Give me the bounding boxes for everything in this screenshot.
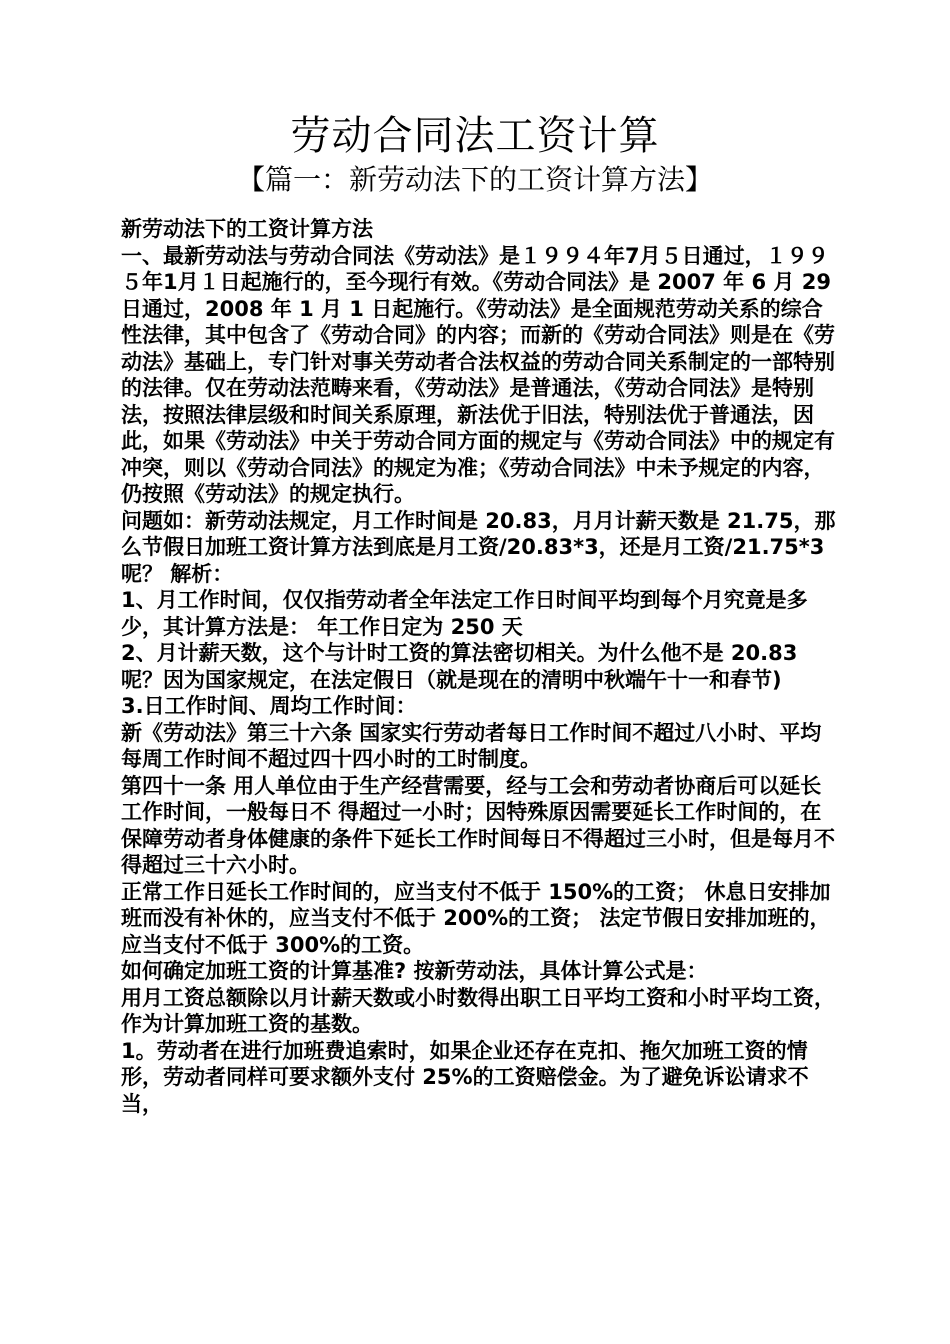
section-heading: 新劳动法下的工资计算方法 [121, 217, 373, 241]
paragraph: 新《劳动法》第三十六条 国家实行劳动者每日工作时间不超过八小时、平均每周工作时间不超过四十四小时的工时制度。 [121, 720, 822, 771]
paragraph: 如何确定加班工资的计算基准? 按新劳动法，具体计算公式是： [121, 959, 708, 983]
document-title: 劳动合同法工资计算 [290, 113, 660, 159]
document-subtitle: 【篇一：新劳动法下的工资计算方法】 [236, 163, 713, 196]
paragraph: 正常工作日延长工作时间的，应当支付不低于 150%的工资； 休息日安排加班而没有补休的，应当支付不低于 200%的工资； 法定节假日安排加班的，应当支付不低于 300%的工资。 [121, 879, 831, 957]
document-body [116, 216, 836, 1117]
paragraph: 1、月工作时间，仅仅指劳动者全年法定工作日时间平均到每个月究竟是多少，其计算方法是： 年工作日定为 250 天 [121, 588, 808, 639]
paragraph: 2、月计薪天数，这个与计时工资的算法密切相关。为什么他不是 20.83 呢？因为国家规定，在法定假日（就是现在的清明中秋端午十一和春节) [121, 641, 798, 692]
paragraph: 问题如：新劳动法规定，月工作时间是 20.83，月月计薪天数是 21.75，那么节假日加班工资计算方法到底是月工资/20.83*3，还是月工资/21.75*3 呢？ 解析： [121, 508, 836, 586]
paragraph: 用月工资总额除以月计薪天数或小时数得出职工日平均工资和小时平均工资，作为计算加班工资的基数。 [121, 985, 835, 1036]
paragraph: 1。劳动者在进行加班费追索时，如果企业还存在克扣、拖欠加班工资的情形，劳动者同样可要求额外支付 25%的工资赔偿金。为了避免诉讼请求不当， [121, 1038, 809, 1116]
paragraph: 3.日工作时间、周均工作时间： [121, 694, 417, 718]
paragraph: 第四十一条 用人单位由于生产经营需要，经与工会和劳动者协商后可以延长工作时间，一般每日不 得超过一小时；因特殊原因需要延长工作时间的，在保障劳动者身体健康的条件下延长工作时间每日不得超过三小时，但是每月不得超过三十六小时。 [121, 773, 835, 877]
paragraph: 一、最新劳动法与劳动合同法《劳动法》是１９９４年7月５日通过，１９９５年1月１日起施行的，至今现行有效。《劳动合同法》是 2007 年 6 月 29 日通过，2008 年 1 月 1 日起施行。《劳动法》是全面规范劳动关系的综合性法律，其中包含了《劳动合同》的内容；而新的《劳动合同法》则是在《劳动法》基础上，专门针对事关劳动者合法权益的劳动合同关系制定的一部特别的法律。仅在劳动法范畴来看，《劳动法》是普通法，《劳动合同法》是特别法，按照法律层级和时间关系原理，新法优于旧法，特别法优于普通法，因此，如果《劳动法》中关于劳动合同方面的规定与《劳动合同法》中的规定有冲突，则以《劳动合同法》的规定为准；《劳动合同法》中未予规定的内容，仍按照《劳动法》的规定执行。 [121, 243, 835, 506]
